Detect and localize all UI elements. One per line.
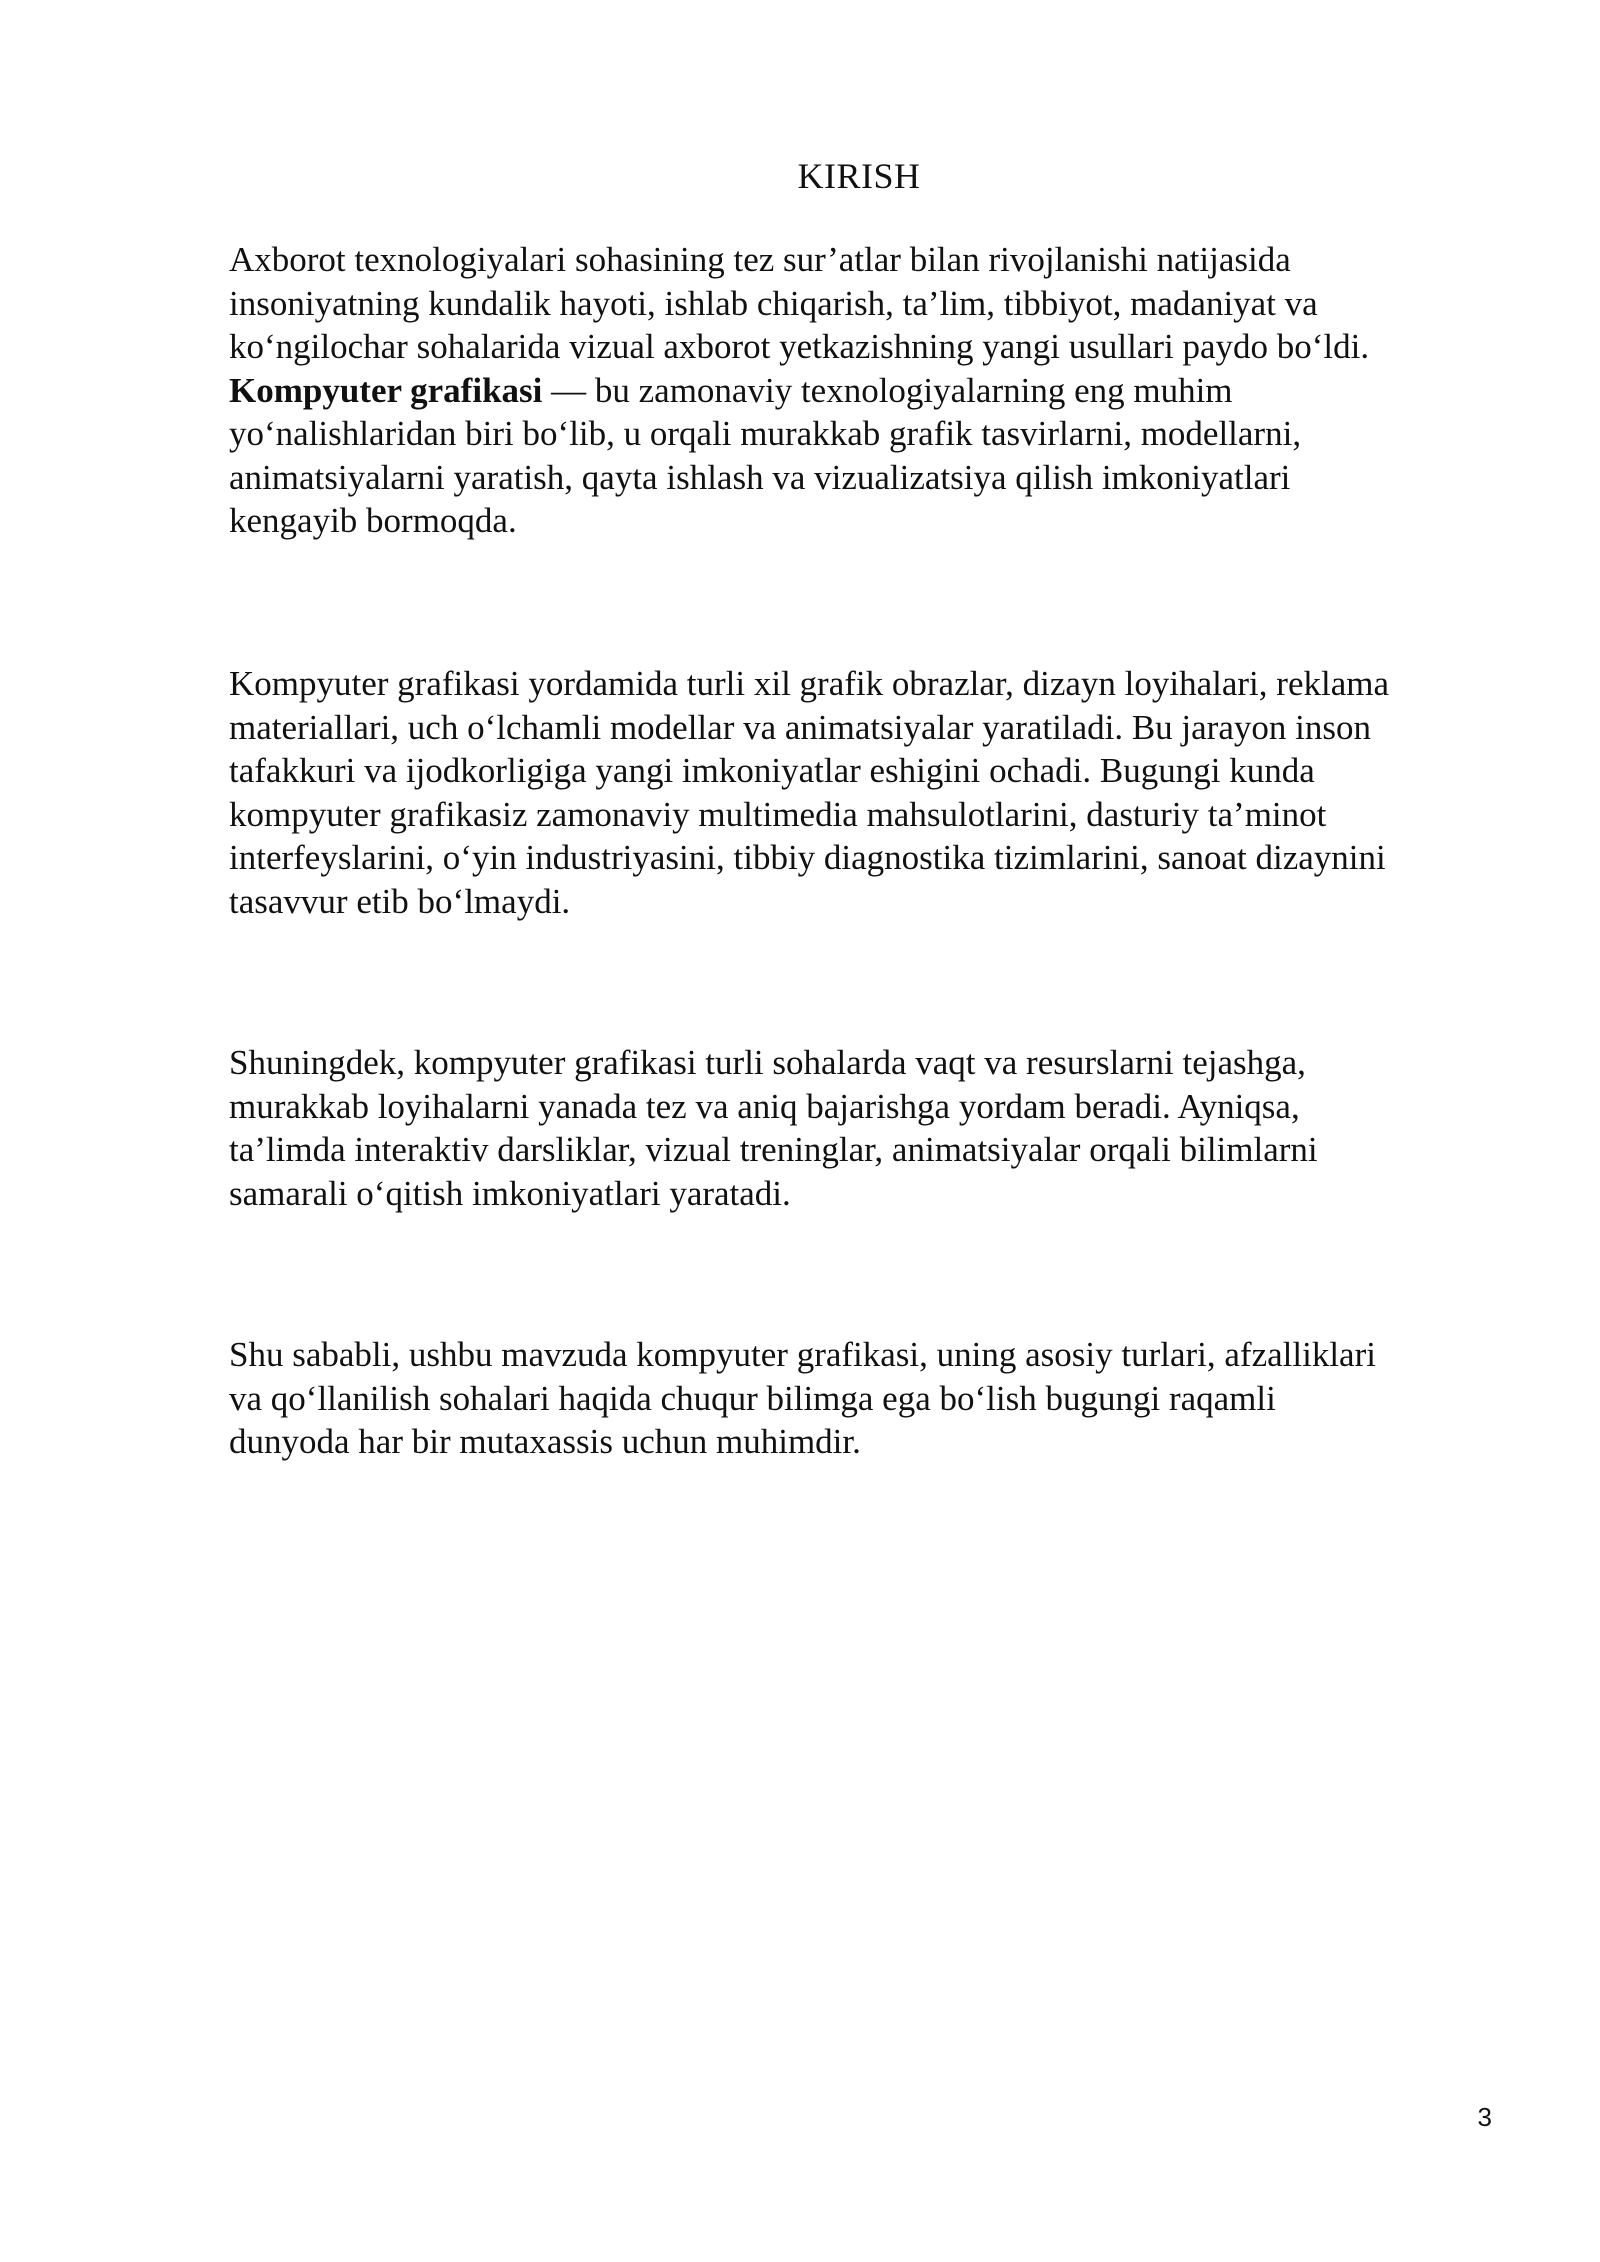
paragraph-line: interfeyslarini, o‘yin industriyasini, tibbiy diagnostika tizimlarini, sanoat dizaynini — [229, 838, 1386, 877]
paragraph-line: Shu sababli, ushbu mavzuda kompyuter grafikasi, uning asosiy turlari, afzalliklari — [229, 1335, 1376, 1374]
paragraph-line: yo‘nalishlaridan biri bo‘lib, u orqali murakkab grafik tasvirlarni, modellarni, — [229, 414, 1302, 453]
paragraph-line: Kompyuter grafikasi yordamida turli xil grafik obrazlar, dizayn loyihalari, reklama — [229, 664, 1389, 703]
page-number: 3 — [1477, 2102, 1492, 2132]
paragraph-line: kengayib bormoqda. — [229, 501, 517, 540]
paragraph-line: ko‘ngilochar sohalarida vizual axborot yetkazishning yangi usullari paydo bo‘ldi. — [229, 327, 1370, 366]
paragraph-line: Shuningdek, kompyuter grafikasi turli sohalarda vaqt va resurslarni tejashga, — [229, 1043, 1306, 1082]
term-definition-start: — bu zamonaviy texnologiyalarning eng muhim — [542, 370, 1233, 410]
paragraph-1 — [229, 238, 1499, 543]
paragraph-line: materiallari, uch o‘lchamli modellar va animatsiyalar yaratiladi. Bu jarayon inson — [229, 707, 1371, 747]
paragraph-line: tasavvur etib bo‘lmaydi. — [229, 881, 571, 921]
paragraph-line: va qo‘llanilish sohalari haqida chuqur bilimga ega bo‘lish bugungi raqamli — [229, 1378, 1276, 1418]
page-title: KIRISH — [797, 156, 921, 196]
paragraph-2 — [229, 662, 1499, 923]
paragraph-line: murakkab loyihalarni yanada tez va aniq bajarishga yordam beradi. Ayniqsa, — [229, 1086, 1300, 1126]
paragraph-line: kompyuter grafikasiz zamonaviy multimedia mahsulotlarini, dasturiy ta’minot — [229, 794, 1327, 834]
paragraph-line: dunyoda har bir mutaxassis uchun muhimdir. — [229, 1422, 861, 1461]
paragraph-4 — [229, 1333, 1499, 1464]
paragraph-line-with-term — [229, 369, 1499, 413]
paragraph-line: animatsiyalarni yaratish, qayta ishlash va vizualizatsiya qilish imkoniyatlari — [229, 457, 1291, 497]
paragraph-line: Axborot texnologiyalari sohasining tez sur’atlar bilan rivojlanishi natijasida — [229, 240, 1291, 279]
paragraph-line: ta’limda interaktiv darsliklar, vizual treninglar, animatsiyalar orqali bilimlarni — [229, 1130, 1318, 1169]
paragraph-3 — [229, 1041, 1499, 1215]
bold-term: Kompyuter grafikasi — [229, 370, 543, 410]
paragraph-line: tafakkuri va ijodkorligiga yangi imkoniyatlar eshigini ochadi. Bugungi kunda — [229, 751, 1315, 790]
paragraph-line: insoniyatning kundalik hayoti, ishlab chiqarish, ta’lim, tibbiyot, madaniyat va — [229, 283, 1318, 323]
paragraph-line: samarali o‘qitish imkoniyatlari yaratadi. — [229, 1173, 791, 1213]
